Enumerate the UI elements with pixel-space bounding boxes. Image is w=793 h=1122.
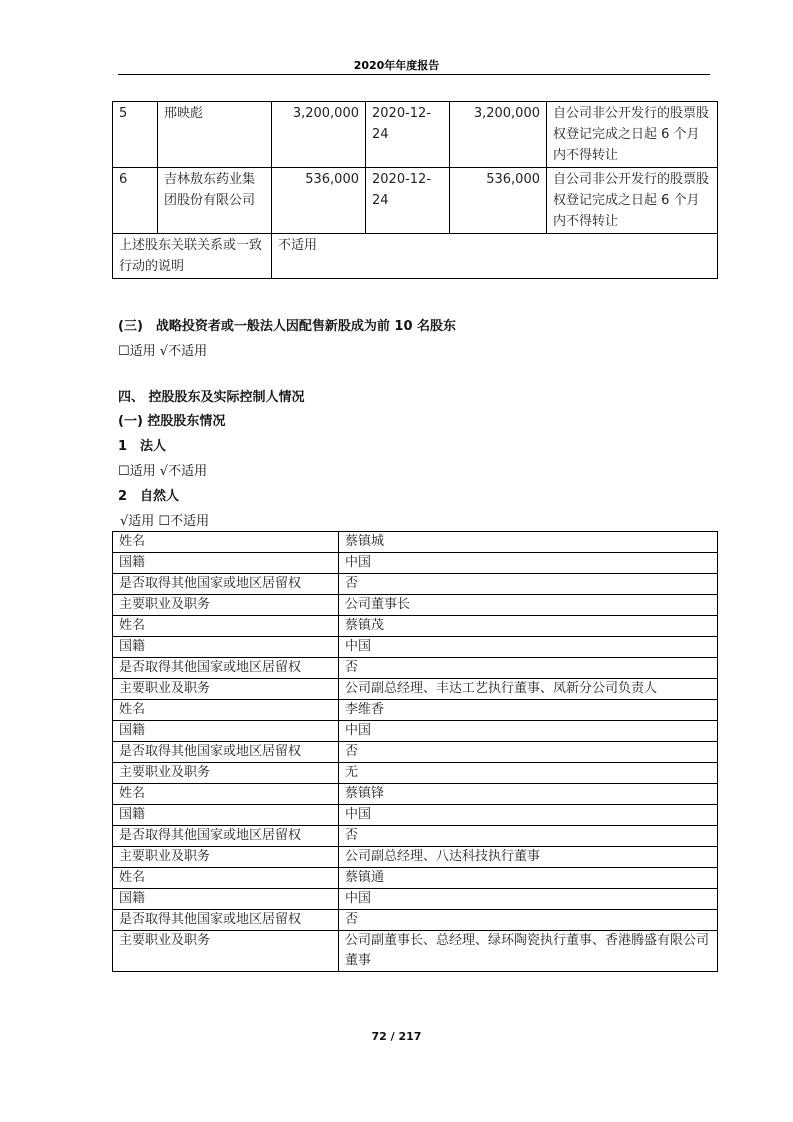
restricted-shares: 3,200,000	[272, 102, 366, 168]
field-value: 公司董事长	[339, 595, 718, 616]
field-value: 否	[339, 658, 718, 679]
field-value: 中国	[339, 721, 718, 742]
restricted-shares: 536,000	[272, 168, 366, 234]
table-row	[113, 910, 718, 931]
field-label: 是否取得其他国家或地区居留权	[113, 910, 339, 931]
header-divider	[118, 74, 710, 75]
field-value: 公司副总经理、丰达工艺执行董事、凤新分公司负责人	[339, 679, 718, 700]
field-label: 国籍	[113, 553, 339, 574]
field-label: 国籍	[113, 805, 339, 826]
table-row	[113, 742, 718, 763]
field-value: 蔡镇锋	[339, 784, 718, 805]
table-row	[113, 616, 718, 637]
tradable-date: 2020-12-24	[366, 168, 450, 234]
field-value: 蔡镇茂	[339, 616, 718, 637]
table-row	[113, 102, 718, 168]
shareholder-name: 邢映彪	[158, 102, 272, 168]
field-label: 国籍	[113, 889, 339, 910]
section-4-subtitle: (一) 控股股东情况	[118, 414, 226, 429]
field-label: 姓名	[113, 532, 339, 553]
field-value: 否	[339, 742, 718, 763]
legal-person-option: ☐适用 √不适用	[118, 464, 208, 479]
field-label: 主要职业及职务	[113, 931, 339, 972]
restriction-condition: 自公司非公开发行的股票股权登记完成之日起 6 个月内不得转让	[547, 168, 718, 234]
field-label: 是否取得其他国家或地区居留权	[113, 826, 339, 847]
natural-person-option: √适用 ☐不适用	[120, 514, 210, 529]
restricted-shareholder-table	[112, 101, 718, 279]
table-row	[113, 805, 718, 826]
field-value: 中国	[339, 889, 718, 910]
natural-person-heading: 2 自然人	[118, 489, 180, 504]
table-row	[113, 168, 718, 234]
field-value: 蔡镇城	[339, 532, 718, 553]
field-label: 姓名	[113, 700, 339, 721]
natural-person-table	[112, 531, 718, 972]
field-label: 是否取得其他国家或地区居留权	[113, 742, 339, 763]
table-row	[113, 826, 718, 847]
field-value: 蔡镇通	[339, 868, 718, 889]
table-row	[113, 700, 718, 721]
row-number: 5	[113, 102, 158, 168]
field-label: 姓名	[113, 784, 339, 805]
page-number: 72 / 217	[371, 1030, 422, 1043]
field-value: 公司副总经理、八达科技执行董事	[339, 847, 718, 868]
new-tradable-shares: 3,200,000	[450, 102, 547, 168]
field-label: 国籍	[113, 637, 339, 658]
table-row	[113, 234, 718, 279]
field-label: 姓名	[113, 868, 339, 889]
field-value: 李维香	[339, 700, 718, 721]
table-row	[113, 574, 718, 595]
page-header-title: 2020年年度报告	[353, 59, 440, 72]
field-value: 无	[339, 763, 718, 784]
table-row	[113, 931, 718, 972]
section-4-title: 四、 控股股东及实际控制人情况	[118, 390, 305, 405]
new-tradable-shares: 536,000	[450, 168, 547, 234]
relation-note-label: 上述股东关联关系或一致行动的说明	[113, 234, 272, 279]
section-3-title: (三) 战略投资者或一般法人因配售新股成为前 10 名股东	[118, 319, 457, 334]
field-value: 中国	[339, 637, 718, 658]
relation-note-value: 不适用	[272, 234, 718, 279]
table-row	[113, 721, 718, 742]
field-value: 否	[339, 910, 718, 931]
table-row	[113, 595, 718, 616]
field-label: 是否取得其他国家或地区居留权	[113, 574, 339, 595]
table-row	[113, 868, 718, 889]
table-row	[113, 763, 718, 784]
table-row	[113, 889, 718, 910]
field-label: 主要职业及职务	[113, 679, 339, 700]
field-label: 主要职业及职务	[113, 595, 339, 616]
field-value: 中国	[339, 805, 718, 826]
table-row	[113, 553, 718, 574]
shareholder-name: 吉林敖东药业集团股份有限公司	[158, 168, 272, 234]
restriction-condition: 自公司非公开发行的股票股权登记完成之日起 6 个月内不得转让	[547, 102, 718, 168]
tradable-date: 2020-12-24	[366, 102, 450, 168]
field-label: 是否取得其他国家或地区居留权	[113, 658, 339, 679]
field-label: 国籍	[113, 721, 339, 742]
field-value: 否	[339, 574, 718, 595]
field-label: 主要职业及职务	[113, 847, 339, 868]
field-label: 主要职业及职务	[113, 763, 339, 784]
field-label: 姓名	[113, 616, 339, 637]
legal-person-heading: 1 法人	[118, 439, 167, 454]
section-3-option: ☐适用 √不适用	[118, 344, 208, 359]
field-value: 公司副董事长、总经理、绿环陶瓷执行董事、香港腾盛有限公司董事	[339, 931, 718, 972]
field-value: 中国	[339, 553, 718, 574]
field-value: 否	[339, 826, 718, 847]
table-row	[113, 637, 718, 658]
row-number: 6	[113, 168, 158, 234]
table-row	[113, 658, 718, 679]
table-row	[113, 679, 718, 700]
table-row	[113, 532, 718, 553]
table-row	[113, 784, 718, 805]
table-row	[113, 847, 718, 868]
